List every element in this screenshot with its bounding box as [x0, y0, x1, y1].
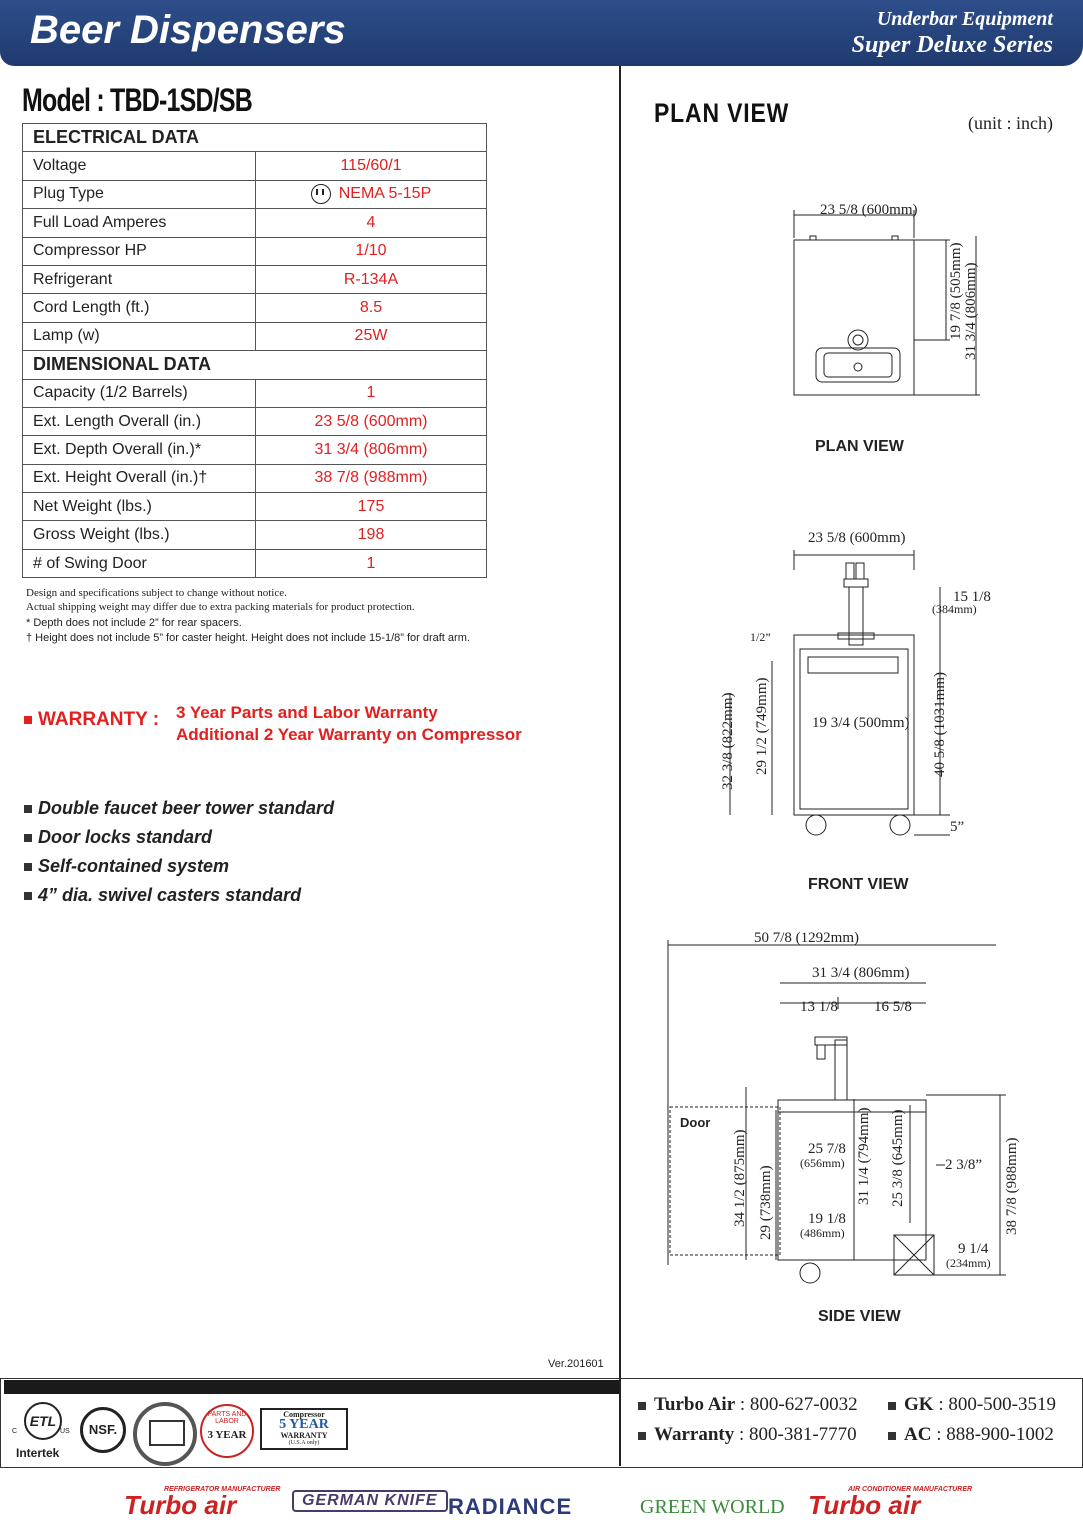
etl-c: C	[12, 1428, 18, 1435]
plan-view-title: PLAN VIEW	[654, 98, 790, 128]
brand-german-knife: GERMAN KNIFE	[292, 1490, 448, 1512]
table-row	[23, 436, 487, 464]
five-year-sub: (U.S.A only)	[288, 1440, 320, 1446]
row-label: Ext. Depth Overall (in.)*	[23, 436, 256, 464]
warranty-label	[24, 709, 159, 731]
front-caster-dim: 5”	[950, 819, 965, 835]
side-dim-h-mm: (234mm)	[946, 1256, 991, 1270]
five-year-compressor: Compressor	[283, 1410, 325, 1419]
front-view-label: FRONT VIEW	[808, 876, 909, 893]
row-value: 175	[256, 493, 487, 521]
row-label: Refrigerant	[23, 265, 256, 293]
electrical-heading: ELECTRICAL DATA	[23, 124, 487, 152]
row-label: Cord Length (ft.)	[23, 294, 256, 322]
row-value: R-134A	[256, 265, 487, 293]
front-total-dim: 40 5/8 (1031mm)	[932, 672, 948, 777]
side-total-height-dim: 38 7/8 (988mm)	[1004, 1137, 1020, 1235]
bullet-icon	[24, 805, 32, 813]
front-width-dim: 23 5/8 (600mm)	[808, 530, 906, 546]
side-dim-a: 13 1/8	[800, 999, 838, 1015]
side-dim-e: 31 1/4 (794mm)	[856, 1107, 872, 1205]
etl-mark-icon: ETL	[24, 1402, 62, 1440]
dimensional-heading: DIMENSIONAL DATA	[23, 351, 487, 379]
warranty-line-1: 3 Year Parts and Labor Warranty	[176, 703, 438, 722]
etl-brand: Intertek	[16, 1446, 60, 1460]
row-value: 38 7/8 (988mm)	[256, 464, 487, 492]
note-height: † Height does not include 5” for caster height. Height does not include 15-1/8” for draft arm.	[26, 632, 470, 644]
row-value: 1	[256, 549, 487, 577]
bullet-icon	[24, 716, 32, 724]
version-label: Ver.201601	[548, 1358, 604, 1370]
five-year-text: 5 YEAR	[279, 1417, 329, 1432]
row-value: 115/60/1	[256, 152, 487, 180]
note-shipping: Actual shipping weight may differ due to extra packing materials for product protection.	[26, 601, 415, 613]
plan-view-drawing	[620, 190, 1080, 410]
table-row	[23, 237, 487, 265]
table-row	[23, 152, 487, 180]
etl-logo	[12, 1402, 70, 1460]
front-height-dim-1: 32 3/8 (822mm)	[720, 692, 736, 790]
row-label: Ext. Length Overall (in.)	[23, 407, 256, 435]
three-year-sub: PARTS AND LABOR	[207, 1411, 247, 1425]
front-height-dim-2: 29 1/2 (749mm)	[754, 677, 770, 775]
row-label: # of Swing Door	[23, 549, 256, 577]
contact-gk: GK : 800-500-3519	[888, 1394, 1056, 1416]
door-label: Door	[680, 1115, 711, 1130]
page-title: Beer Dispensers	[30, 8, 346, 52]
table-row	[23, 464, 487, 492]
unit-label: (unit : inch)	[968, 113, 1053, 133]
bullet-icon	[888, 1432, 896, 1440]
page-header	[0, 0, 1083, 66]
side-dim-c: 25 7/8	[808, 1141, 846, 1157]
brand-green-world: GREEN WORLD	[640, 1496, 785, 1518]
plan-depth-dim-1: 19 7/8 (505mm)	[948, 242, 964, 340]
side-dim-d: 19 1/8	[808, 1211, 846, 1227]
row-label: Voltage	[23, 152, 256, 180]
row-value: 25W	[256, 322, 487, 350]
row-label: Compressor HP	[23, 237, 256, 265]
note-design: Design and specifications subject to change without notice.	[26, 587, 287, 599]
row-value: 8.5	[256, 294, 487, 322]
table-row	[23, 322, 487, 350]
plug-icon	[311, 184, 331, 204]
side-dim-g: 2 3/8”	[945, 1157, 983, 1173]
plan-width-dim: 23 5/8 (600mm)	[820, 202, 918, 218]
contact-turbo-air: Turbo Air : 800-627-0032	[638, 1394, 858, 1416]
row-label: Lamp (w)	[23, 322, 256, 350]
warranty-label-text: WARRANTY :	[38, 709, 160, 730]
bullet-icon	[24, 834, 32, 842]
header-subtitle-series: Super Deluxe Series	[851, 32, 1053, 58]
table-row	[23, 265, 487, 293]
front-tower-dim: 15 1/8	[953, 589, 991, 605]
table-row	[23, 521, 487, 549]
side-height-dim-2: 29 (738mm)	[758, 1165, 774, 1240]
front-inner-dim: 19 3/4 (500mm)	[812, 715, 910, 731]
front-half-dim: 1/2”	[750, 630, 771, 644]
side-view-drawing	[620, 925, 1080, 1295]
row-value: 31 3/4 (806mm)	[256, 436, 487, 464]
feature-item: Door locks standard	[24, 827, 212, 848]
row-label: Ext. Height Overall (in.)†	[23, 464, 256, 492]
side-total-dim: 50 7/8 (1292mm)	[754, 930, 859, 946]
header-subtitle-category: Underbar Equipment	[876, 8, 1053, 30]
table-row	[23, 180, 487, 208]
plan-view-label: PLAN VIEW	[815, 438, 904, 455]
feature-item: Self-contained system	[24, 856, 229, 877]
five-year-badge	[260, 1408, 348, 1450]
side-depth-dim: 31 3/4 (806mm)	[812, 965, 910, 981]
row-value: 1/10	[256, 237, 487, 265]
front-tower-mm: (384mm)	[932, 602, 977, 616]
five-year-warranty: WARRANTY	[280, 1431, 328, 1440]
contact-ac: AC : 888-900-1002	[888, 1424, 1054, 1446]
side-dim-b: 16 5/8	[874, 999, 912, 1015]
footer-bar	[4, 1380, 619, 1394]
bullet-icon	[638, 1432, 646, 1440]
bullet-icon	[888, 1402, 896, 1410]
spec-table	[22, 123, 487, 578]
side-height-dim-1: 34 1/2 (875mm)	[732, 1129, 748, 1227]
plug-type-value: NEMA 5-15P	[338, 185, 432, 203]
brand-turbo-air-refrigerator: REFRIGERATOR MANUFACTURER Turbo air	[124, 1486, 281, 1520]
three-year-badge	[200, 1404, 254, 1458]
table-row	[23, 294, 487, 322]
front-view-drawing	[620, 525, 1080, 845]
row-label: Gross Weight (lbs.)	[23, 521, 256, 549]
side-dim-d-mm: (486mm)	[800, 1226, 845, 1240]
feature-item: Double faucet beer tower standard	[24, 798, 334, 819]
row-label: Full Load Amperes	[23, 209, 256, 237]
plan-depth-dim-2: 31 3/4 (806mm)	[963, 262, 979, 360]
three-year-text: 3 YEAR	[207, 1429, 247, 1441]
nsf-logo: NSF.	[80, 1407, 126, 1453]
warranty-text	[176, 702, 522, 746]
row-value: 4	[256, 209, 487, 237]
table-row	[23, 209, 487, 237]
brand-turbo-air-ac: AIR CONDITIONER MANUFACTURER Turbo air	[808, 1486, 973, 1520]
brand-radiance: RADIANCE	[448, 1494, 573, 1519]
bullet-icon	[24, 863, 32, 871]
side-view-label: SIDE VIEW	[818, 1308, 901, 1325]
feature-item: 4” dia. swivel casters standard	[24, 885, 301, 906]
table-row	[23, 407, 487, 435]
note-depth: * Depth does not include 2” for rear spacers.	[26, 617, 242, 629]
bullet-icon	[24, 892, 32, 900]
side-dim-c-mm: (656mm)	[800, 1156, 845, 1170]
warranty-line-2: Additional 2 Year Warranty on Compressor	[176, 725, 522, 744]
row-value	[256, 180, 487, 208]
etl-us: US	[60, 1428, 70, 1435]
row-label: Plug Type	[23, 180, 256, 208]
side-dim-f: 25 3/8 (645mm)	[890, 1109, 906, 1207]
contact-warranty: Warranty : 800-381-7770	[638, 1424, 857, 1446]
bullet-icon	[638, 1402, 646, 1410]
row-value: 23 5/8 (600mm)	[256, 407, 487, 435]
row-label: Capacity (1/2 Barrels)	[23, 379, 256, 407]
table-row	[23, 493, 487, 521]
row-value: 198	[256, 521, 487, 549]
row-label: Net Weight (lbs.)	[23, 493, 256, 521]
table-row	[23, 379, 487, 407]
model-title: Model : TBD-1SD/SB	[22, 82, 253, 118]
table-row	[23, 549, 487, 577]
row-value: 1	[256, 379, 487, 407]
csa-logo-icon	[133, 1402, 197, 1466]
side-dim-h: 9 1/4	[958, 1241, 989, 1257]
